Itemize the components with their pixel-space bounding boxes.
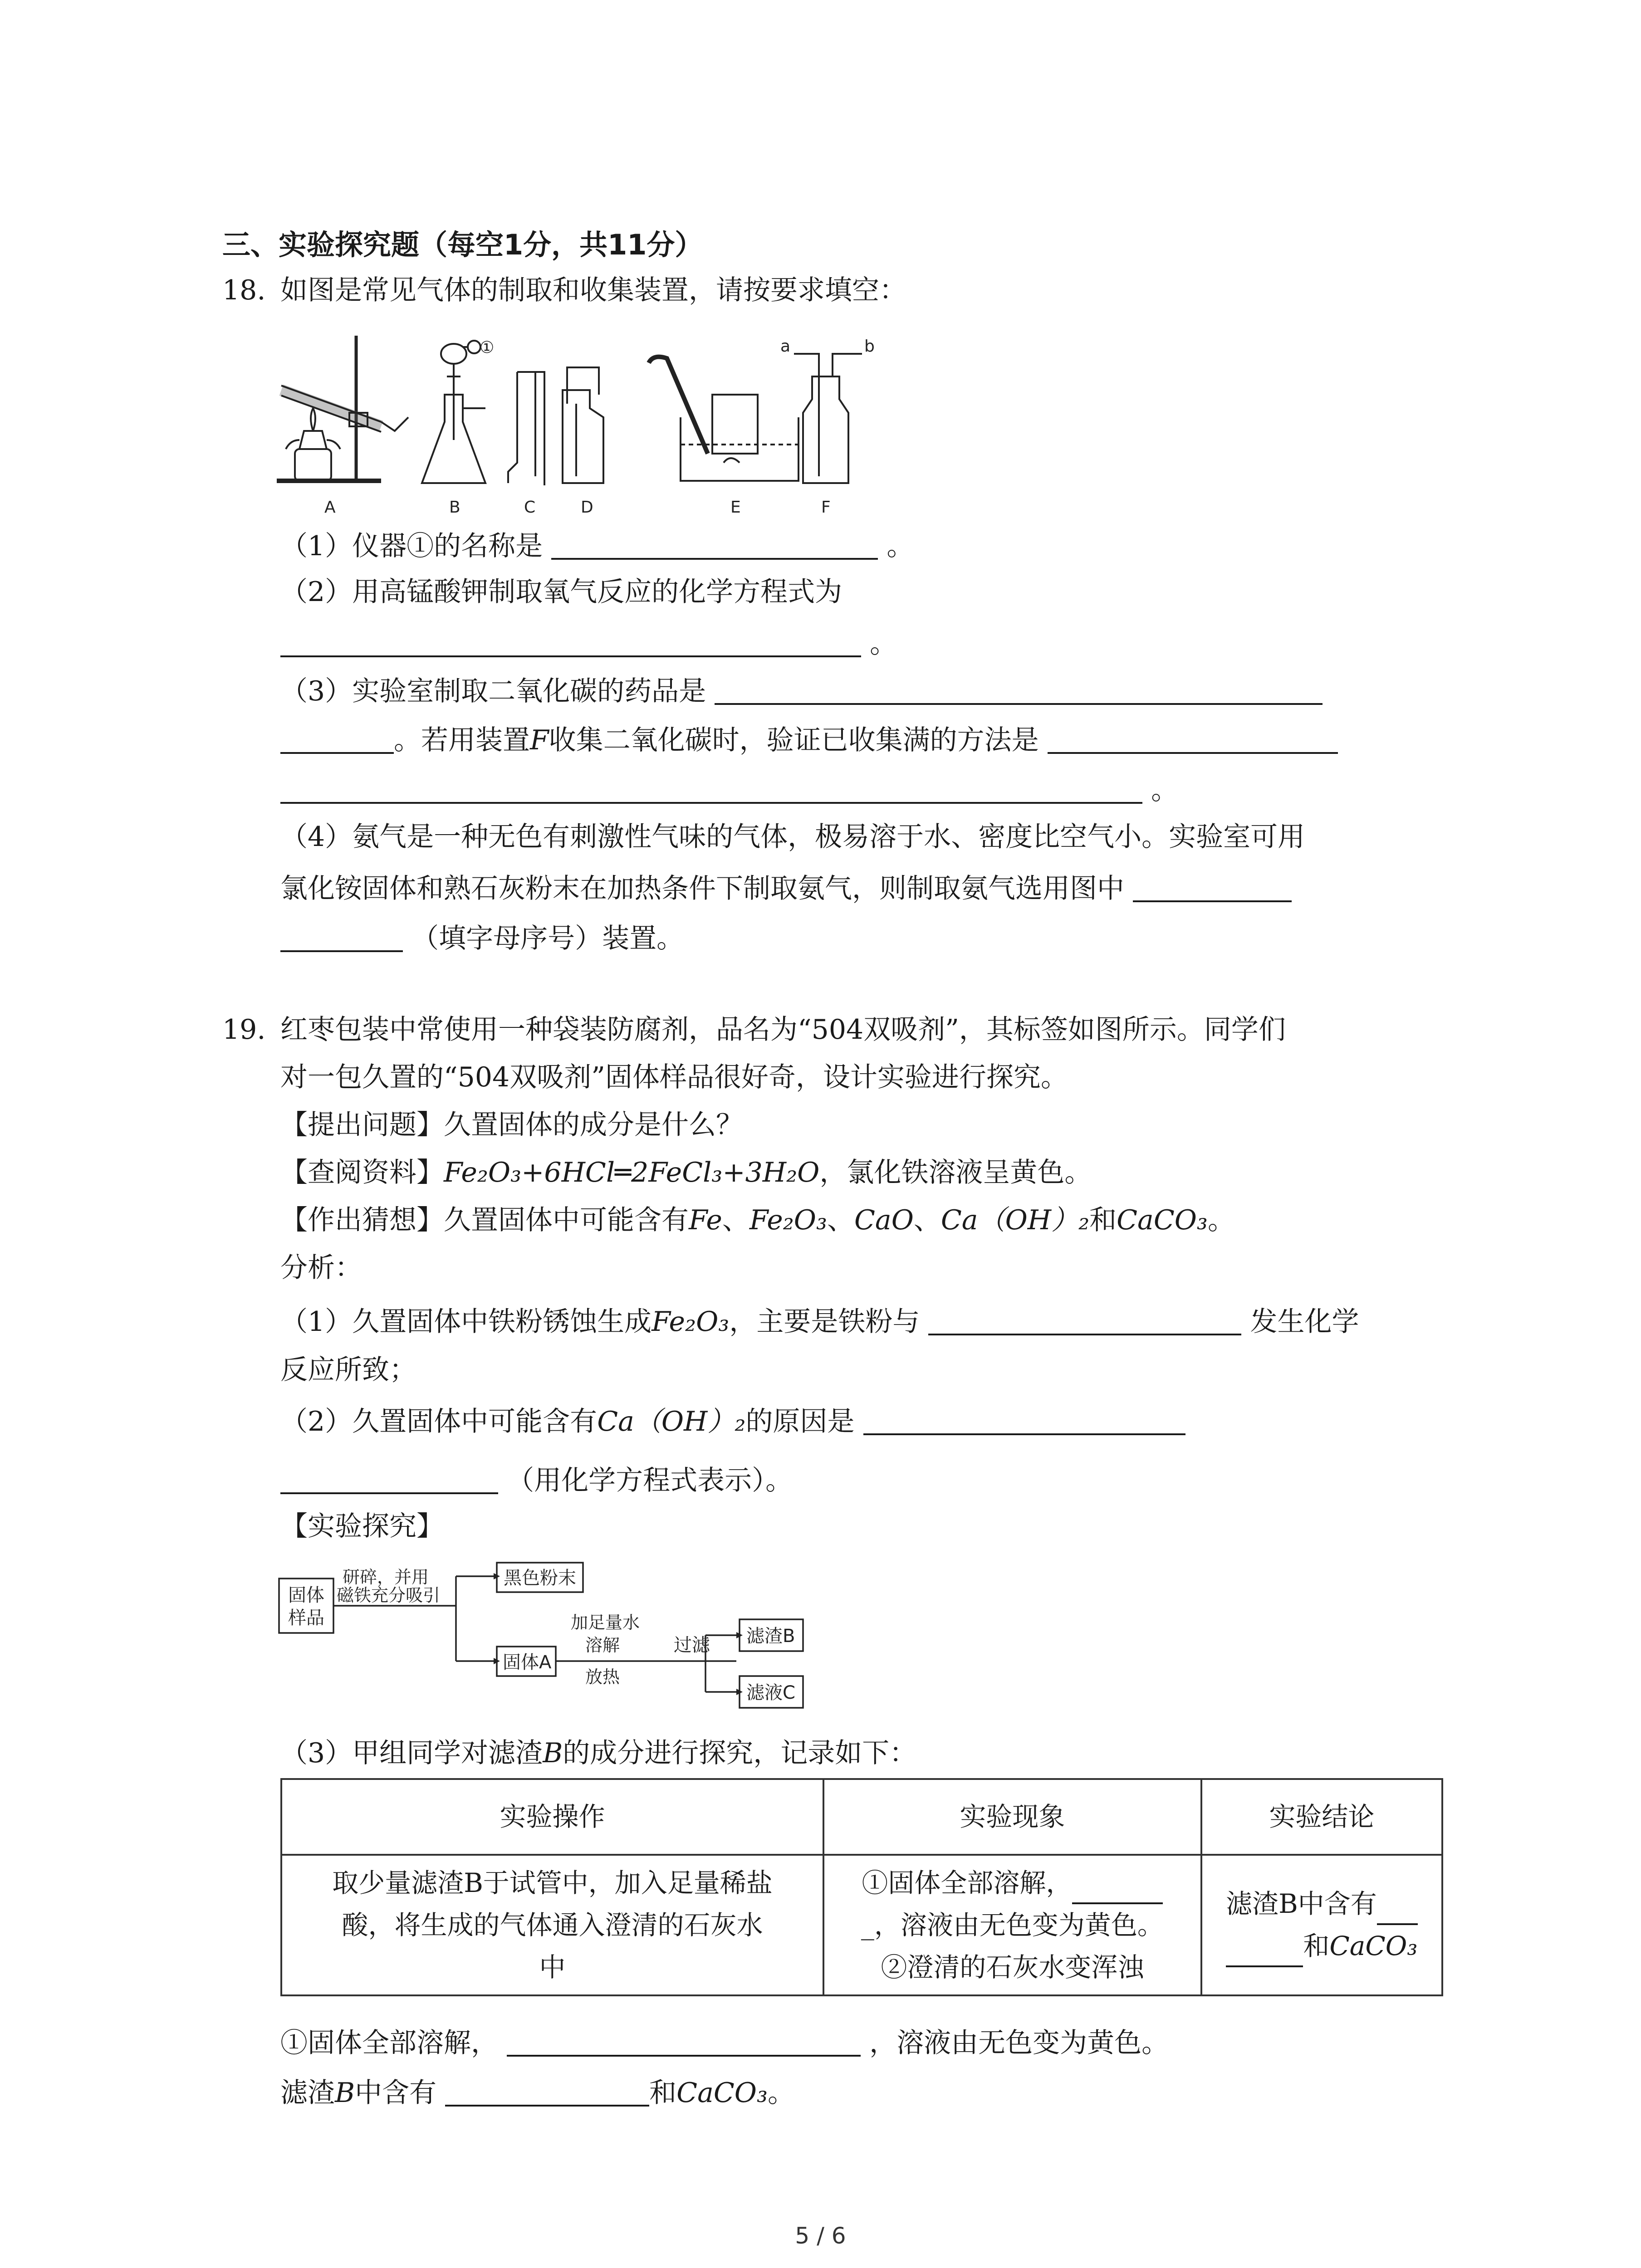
q19-info-equation: Fe₂O₃+6HCl═2FeCl₃+3H₂O [444, 1157, 820, 1188]
q18-part2: （2）用高锰酸钾制取氧气反应的化学方程式为 [280, 576, 843, 608]
op-line-1: 取少量滤渣B于试管中，加入足量稀盐 [332, 1867, 773, 1898]
q18-part4-line1: （4）氨气是一种无色有刺激性气味的气体，极易溶于水、密度比空气小。实验室可用 [280, 821, 1305, 853]
q19-info [280, 1159, 1092, 1186]
fig-label-e: E [730, 498, 741, 517]
q18-part4-line2 [280, 873, 1292, 902]
fig-label-f: F [821, 498, 831, 517]
q19-guess-caco3: CaCO₃ [1117, 1204, 1208, 1236]
flow-chart-svg [277, 1556, 830, 1710]
q18-part2-period: 。 [870, 628, 897, 660]
answer-blank-1[interactable] [507, 2028, 861, 2057]
answer-line-2-caco3: CaCO₃ [676, 2077, 768, 2109]
q18-part3-period: 。 [1151, 774, 1179, 806]
q18-part3-cont-text: 。若用装置 [394, 724, 530, 756]
apparatus-figure [272, 327, 875, 519]
op-line-2: 酸，将生成的气体通入澄清的石灰水 [342, 1909, 763, 1941]
answer-line-1-text: ①固体全部溶解， [280, 2027, 498, 2059]
q19-a1-cont: 反应所致； [280, 1354, 416, 1386]
q18-part3-cont [280, 725, 1338, 754]
q19-guess-fe2o3: Fe₂O₃ [749, 1204, 828, 1236]
table-blank-phenomenon[interactable] [1072, 1880, 1163, 1904]
q18-part1-text: （1）仪器①的名称是 [280, 530, 543, 562]
flow-step2-3: 放热 [585, 1667, 620, 1687]
q19-a3-b: B [543, 1737, 563, 1769]
table-header-conclusion: 实验结论 [1201, 1779, 1442, 1855]
op-line-3: 中 [539, 1951, 566, 1983]
q19-guess-label: 【作出猜想】久置固体中可能含有 [280, 1204, 689, 1236]
q18-blank-2[interactable] [280, 628, 861, 657]
table-header-row [281, 1779, 1442, 1855]
q19-a2-text2: 的原因是 [745, 1406, 855, 1437]
fig-label-c: C [524, 498, 536, 517]
phen-line-3: ②澄清的石灰水变浑浊 [881, 1951, 1144, 1983]
flow-black-powder: 黑色粉末 [504, 1568, 576, 1589]
page-number: 5 / 6 [795, 2223, 846, 2249]
answer-line-1 [280, 2028, 1169, 2057]
fig-mark-a: a [780, 337, 791, 356]
q18-stem: 如图是常见气体的制取和收集装置，请按要求填空： [280, 274, 906, 306]
table-header-operation: 实验操作 [281, 1779, 823, 1855]
q18-blank-3a[interactable] [715, 676, 1323, 705]
q19-blank-1[interactable] [928, 1306, 1241, 1335]
table-cell-phenomenon [823, 1855, 1201, 1995]
q19-a1-text: （1）久置固体中铁粉锈蚀生成 [280, 1306, 652, 1338]
phen-line-1-text: ①固体全部溶解， [862, 1867, 1073, 1898]
fig-label-a: A [324, 498, 336, 517]
q18-part1-period: 。 [887, 530, 914, 562]
q18-blank-3b[interactable] [280, 725, 394, 754]
flow-step1-1: 研碎，并用 [343, 1567, 429, 1587]
q19-blank-2a[interactable] [863, 1406, 1185, 1435]
q18-part3 [280, 676, 1323, 705]
q19-guess-sep3: 、 [913, 1204, 941, 1236]
answer-line-2 [280, 2077, 795, 2107]
concl-line-1 [1212, 1883, 1431, 1925]
q19-blank-2b[interactable] [280, 1465, 498, 1494]
q19-a1-text3: 发生化学 [1250, 1306, 1359, 1338]
q19-guess [280, 1204, 1235, 1236]
q19-stem1: 红枣包装中常使用一种袋装防腐剂，品名为“504双吸剂”，其标签如图所示。同学们 [280, 1014, 1286, 1046]
q19-guess-sep1: 、 [722, 1204, 749, 1236]
q18-part3-device-f: F [530, 724, 549, 756]
q19-a3-text: （3）甲组同学对滤渣 [280, 1737, 543, 1769]
q18-blank-4b[interactable] [280, 923, 403, 952]
flow-filter: 过滤 [674, 1635, 710, 1656]
q18-blank-3c[interactable] [1048, 725, 1338, 754]
apparatus-svg [272, 327, 875, 517]
flow-step1-2: 磁铁充分吸引 [337, 1585, 441, 1605]
answer-line-2-end: 。 [768, 2077, 795, 2109]
fig-label-b: B [449, 498, 460, 517]
q19-guess-caoh2: Ca（OH）₂ [941, 1204, 1090, 1236]
q18-blank-1[interactable] [551, 531, 878, 560]
flow-chart [277, 1556, 830, 1712]
q18-part1 [280, 531, 914, 560]
flow-step2-2: 溶解 [585, 1635, 620, 1655]
flow-sample-2: 样品 [288, 1608, 324, 1628]
q19-a3 [280, 1737, 917, 1769]
q18-number: 18. [222, 274, 266, 306]
experiment-table [280, 1778, 1443, 1996]
q19-guess-sep2: 、 [827, 1204, 855, 1236]
q19-a1-text2: ，主要是铁粉与 [729, 1306, 920, 1338]
q19-a2-text: （2）久置固体中可能含有 [280, 1406, 598, 1437]
q19-guess-end: 。 [1207, 1204, 1235, 1236]
q19-a2-cont [280, 1465, 793, 1494]
answer-line-2-text2: 中含有 [355, 2077, 437, 2109]
q19-a2 [280, 1406, 1185, 1435]
q18-part4-line3-text: （填字母序号）装置。 [411, 923, 684, 954]
q19-info-label: 【查阅资料】 [280, 1157, 444, 1188]
q19-analysis: 分析： [280, 1252, 362, 1284]
flow-step2-1: 加足量水 [571, 1613, 640, 1633]
answer-line-2-text: 滤渣 [280, 2077, 335, 2109]
section-title: 三、实验探究题（每空1分，共11分） [222, 228, 703, 261]
table-blank-conclusion-b[interactable] [1226, 1943, 1303, 1967]
phen-line-1 [834, 1862, 1190, 1904]
answer-line-2-and: 和 [649, 2077, 677, 2109]
q18-blank-3d[interactable] [280, 775, 1142, 804]
q19-a1-fe2o3: Fe₂O₃ [652, 1306, 730, 1338]
q19-number: 19. [222, 1014, 266, 1046]
q19-guess-fe: Fe [689, 1204, 722, 1236]
answer-line-2-b: B [335, 2077, 355, 2109]
q18-part4-line3 [280, 923, 684, 952]
q18-part4-line2-text: 氯化铵固体和熟石灰粉末在加热条件下制取氨气，则制取氨气选用图中 [280, 873, 1124, 904]
q19-explore: 【实验探究】 [280, 1510, 444, 1542]
concl-line-2-text: 和 [1303, 1931, 1330, 1962]
fig-mark-b: b [864, 337, 875, 356]
table-blank-conclusion-a[interactable] [1377, 1901, 1418, 1925]
flow-residue-b: 滤渣B [746, 1626, 795, 1647]
q19-guess-and: 和 [1089, 1204, 1117, 1236]
q18-part2-answer [280, 628, 897, 660]
q19-info-tail: ，氯化铁溶液呈黄色。 [819, 1157, 1092, 1188]
fig-mark-circle1: ① [480, 338, 495, 357]
q18-blank-4a[interactable] [1133, 873, 1292, 902]
table-row [281, 1855, 1442, 1995]
q19-a2-cont-text: （用化学方程式表示）。 [507, 1465, 793, 1496]
q19-ask: 【提出问题】久置固体的成分是什么？ [280, 1109, 743, 1141]
fig-label-d: D [581, 498, 593, 517]
q18-part3-cont-text2: 收集二氧化碳时，验证已收集满的方法是 [549, 724, 1039, 756]
q19-a1 [280, 1306, 1359, 1338]
q19-a2-caoh2: Ca（OH）₂ [597, 1406, 746, 1437]
table-cell-conclusion [1201, 1855, 1442, 1995]
flow-sample-1: 固体 [288, 1585, 324, 1606]
q18-part3-line3 [280, 775, 1178, 804]
q19-a3-tail: 的成分进行探究，记录如下： [563, 1737, 917, 1769]
flow-solid-a: 固体A [503, 1652, 552, 1673]
answer-line-1-tail: ，溶液由无色变为黄色。 [869, 2027, 1169, 2059]
q19-stem2: 对一包久置的“504双吸剂”固体样品很好奇，设计实验进行探究。 [280, 1061, 1068, 1093]
concl-caco3: CaCO₃ [1329, 1931, 1418, 1962]
answer-blank-2[interactable] [445, 2077, 649, 2107]
concl-line-1-text: 滤渣B中含有 [1226, 1888, 1377, 1920]
flow-filtrate-c: 滤液C [746, 1682, 795, 1703]
phen-line-2: _，溶液由无色变为黄色。 [861, 1909, 1164, 1941]
concl-line-2 [1212, 1925, 1431, 1967]
q19-guess-cao: CaO [854, 1204, 914, 1236]
table-cell-operation [281, 1855, 823, 1995]
table-header-phenomenon: 实验现象 [823, 1779, 1201, 1855]
q18-part3-text: （3）实验室制取二氧化碳的药品是 [280, 675, 706, 707]
